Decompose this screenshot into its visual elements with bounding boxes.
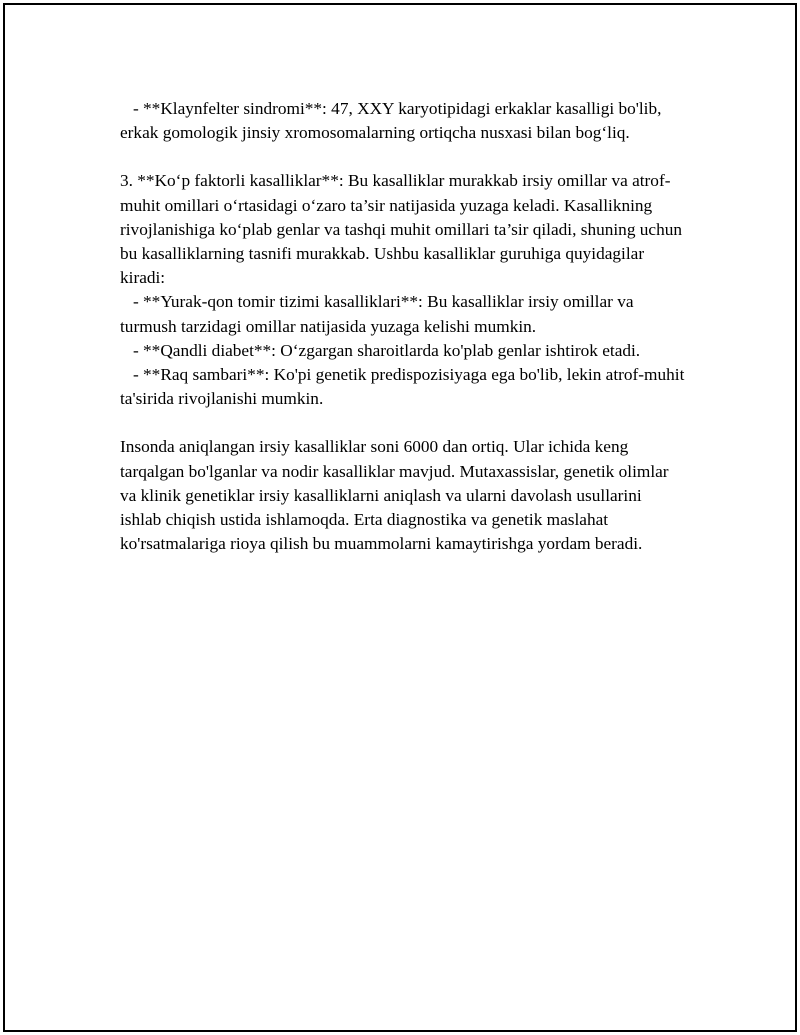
multifactorial-paragraph: 3. **Ko‘p faktorli kasalliklar**: Bu kasalliklar murakkab irsiy omillar va atrof-muhit omillari o‘rtasidagi o‘zaro ta’sir natijasida yuzaga keladi. Kasallikning rivojlanishiga ko‘plab genlar va tashqi muhit omillari ta’sir qiladi, shuning uchun bu kasalliklarning tasnifi murakkab. Ushbu kasalliklar guruhiga quyidagilar kiradi: (120, 171, 687, 288)
summary-paragraph: Insonda aniqlangan irsiy kasalliklar soni 6000 dan ortiq. Ular ichida keng tarqalgan bo'lganlar va nodir kasalliklar mavjud. Mutaxassislar, genetik olimlar va klinik genetiklar irsiy kasalliklarni aniqlash va ularni davolash usullarini ishlab chiqish ustida ishlamoqda. Erta diagnostika va genetik maslahat ko'rsatmalariga rioya qilish bu muammolarni kamaytirishga yordam beradi. (120, 437, 673, 554)
diabetes-item: - **Qandli diabet**: O‘zgargan sharoitlarda ko'plab genlar ishtirok etadi. (120, 340, 641, 360)
cancer-item: - **Raq sambari**: Ko'pi genetik predispozisiyaga ega bo'lib, lekin atrof-muhit ta'sirida rivojlanishi mumkin. (120, 365, 689, 409)
paragraph-gap (120, 411, 685, 435)
klinefelter-item: - **Klaynfelter sindromi**: 47, XXY karyotipidagi erkaklar kasalligi bo'lib, erkak gomologik jinsiy xromosomalarning ortiqcha nusxasi bilan bog‘liq. (120, 99, 666, 143)
page-frame (3, 3, 797, 1032)
paragraph-gap (120, 145, 685, 169)
document-body (120, 97, 689, 556)
cardiovascular-item: - **Yurak-qon tomir tizimi kasalliklari**: Bu kasalliklar irsiy omillar va turmush tarzidagi omillar natijasida yuzaga kelishi mumkin. (120, 292, 638, 336)
